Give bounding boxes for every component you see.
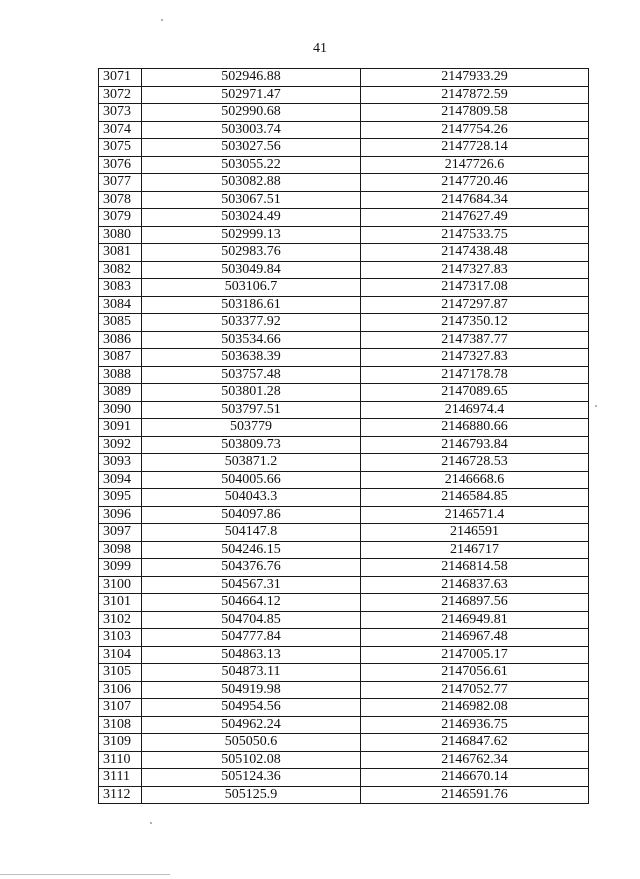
point-id-cell: 3100 xyxy=(99,576,142,594)
table-row xyxy=(99,594,589,612)
point-id-cell: 3085 xyxy=(99,314,142,332)
point-id-cell: 3098 xyxy=(99,541,142,559)
x-coordinate-cell: 503377.92 xyxy=(142,314,361,332)
x-coordinate-cell: 505124.36 xyxy=(142,769,361,787)
table-row xyxy=(99,664,589,682)
scan-edge-line xyxy=(0,874,170,875)
point-id-cell: 3077 xyxy=(99,174,142,192)
table-row xyxy=(99,734,589,752)
x-coordinate-cell: 503067.51 xyxy=(142,191,361,209)
y-coordinate-cell: 2147726.6 xyxy=(361,156,589,174)
point-id-cell: 3110 xyxy=(99,751,142,769)
y-coordinate-cell: 2147809.58 xyxy=(361,104,589,122)
coordinates-table xyxy=(98,68,589,804)
point-id-cell: 3075 xyxy=(99,139,142,157)
table-row xyxy=(99,629,589,647)
point-id-cell: 3088 xyxy=(99,366,142,384)
point-id-cell: 3108 xyxy=(99,716,142,734)
x-coordinate-cell: 504919.98 xyxy=(142,681,361,699)
point-id-cell: 3102 xyxy=(99,611,142,629)
y-coordinate-cell: 2147438.48 xyxy=(361,244,589,262)
x-coordinate-cell: 503779 xyxy=(142,419,361,437)
y-coordinate-cell: 2146880.66 xyxy=(361,419,589,437)
point-id-cell: 3101 xyxy=(99,594,142,612)
point-id-cell: 3078 xyxy=(99,191,142,209)
coordinates-table-body xyxy=(99,69,589,804)
scan-speck xyxy=(595,405,597,407)
table-row xyxy=(99,471,589,489)
y-coordinate-cell: 2147317.08 xyxy=(361,279,589,297)
point-id-cell: 3081 xyxy=(99,244,142,262)
x-coordinate-cell: 504005.66 xyxy=(142,471,361,489)
point-id-cell: 3096 xyxy=(99,506,142,524)
scan-speck xyxy=(161,19,163,21)
point-id-cell: 3084 xyxy=(99,296,142,314)
y-coordinate-cell: 2147327.83 xyxy=(361,349,589,367)
y-coordinate-cell: 2146837.63 xyxy=(361,576,589,594)
point-id-cell: 3094 xyxy=(99,471,142,489)
y-coordinate-cell: 2147178.78 xyxy=(361,366,589,384)
table-row xyxy=(99,139,589,157)
table-row xyxy=(99,331,589,349)
y-coordinate-cell: 2146591.76 xyxy=(361,786,589,804)
y-coordinate-cell: 2147933.29 xyxy=(361,69,589,87)
x-coordinate-cell: 504954.56 xyxy=(142,699,361,717)
table-row xyxy=(99,699,589,717)
point-id-cell: 3106 xyxy=(99,681,142,699)
y-coordinate-cell: 2146762.34 xyxy=(361,751,589,769)
table-row xyxy=(99,384,589,402)
point-id-cell: 3089 xyxy=(99,384,142,402)
y-coordinate-cell: 2147684.34 xyxy=(361,191,589,209)
y-coordinate-cell: 2146897.56 xyxy=(361,594,589,612)
x-coordinate-cell: 503871.2 xyxy=(142,454,361,472)
table-row xyxy=(99,156,589,174)
x-coordinate-cell: 504873.11 xyxy=(142,664,361,682)
point-id-cell: 3111 xyxy=(99,769,142,787)
point-id-cell: 3072 xyxy=(99,86,142,104)
x-coordinate-cell: 503049.84 xyxy=(142,261,361,279)
y-coordinate-cell: 2146591 xyxy=(361,524,589,542)
x-coordinate-cell: 504567.31 xyxy=(142,576,361,594)
point-id-cell: 3090 xyxy=(99,401,142,419)
y-coordinate-cell: 2146967.48 xyxy=(361,629,589,647)
x-coordinate-cell: 504246.15 xyxy=(142,541,361,559)
x-coordinate-cell: 502946.88 xyxy=(142,69,361,87)
table-row xyxy=(99,349,589,367)
y-coordinate-cell: 2147627.49 xyxy=(361,209,589,227)
point-id-cell: 3074 xyxy=(99,121,142,139)
table-row xyxy=(99,244,589,262)
x-coordinate-cell: 502983.76 xyxy=(142,244,361,262)
y-coordinate-cell: 2146793.84 xyxy=(361,436,589,454)
x-coordinate-cell: 503797.51 xyxy=(142,401,361,419)
point-id-cell: 3092 xyxy=(99,436,142,454)
y-coordinate-cell: 2146982.08 xyxy=(361,699,589,717)
table-row xyxy=(99,121,589,139)
table-row xyxy=(99,576,589,594)
x-coordinate-cell: 503055.22 xyxy=(142,156,361,174)
table-row xyxy=(99,314,589,332)
table-row xyxy=(99,681,589,699)
y-coordinate-cell: 2147533.75 xyxy=(361,226,589,244)
x-coordinate-cell: 503106.7 xyxy=(142,279,361,297)
point-id-cell: 3071 xyxy=(99,69,142,87)
x-coordinate-cell: 502971.47 xyxy=(142,86,361,104)
point-id-cell: 3104 xyxy=(99,646,142,664)
table-row xyxy=(99,489,589,507)
x-coordinate-cell: 504777.84 xyxy=(142,629,361,647)
x-coordinate-cell: 505050.6 xyxy=(142,734,361,752)
x-coordinate-cell: 503186.61 xyxy=(142,296,361,314)
y-coordinate-cell: 2147327.83 xyxy=(361,261,589,279)
x-coordinate-cell: 503024.49 xyxy=(142,209,361,227)
x-coordinate-cell: 503003.74 xyxy=(142,121,361,139)
y-coordinate-cell: 2146974.4 xyxy=(361,401,589,419)
scan-speck xyxy=(150,822,152,824)
y-coordinate-cell: 2146847.62 xyxy=(361,734,589,752)
point-id-cell: 3107 xyxy=(99,699,142,717)
y-coordinate-cell: 2147005.17 xyxy=(361,646,589,664)
x-coordinate-cell: 504376.76 xyxy=(142,559,361,577)
y-coordinate-cell: 2146571.4 xyxy=(361,506,589,524)
x-coordinate-cell: 504664.12 xyxy=(142,594,361,612)
x-coordinate-cell: 502990.68 xyxy=(142,104,361,122)
y-coordinate-cell: 2147728.14 xyxy=(361,139,589,157)
table-row xyxy=(99,419,589,437)
table-row xyxy=(99,261,589,279)
table-row xyxy=(99,104,589,122)
table-row xyxy=(99,296,589,314)
y-coordinate-cell: 2146584.85 xyxy=(361,489,589,507)
x-coordinate-cell: 505125.9 xyxy=(142,786,361,804)
x-coordinate-cell: 504147.8 xyxy=(142,524,361,542)
x-coordinate-cell: 504097.86 xyxy=(142,506,361,524)
y-coordinate-cell: 2147052.77 xyxy=(361,681,589,699)
x-coordinate-cell: 505102.08 xyxy=(142,751,361,769)
y-coordinate-cell: 2146670.14 xyxy=(361,769,589,787)
table-row xyxy=(99,226,589,244)
table-row xyxy=(99,611,589,629)
y-coordinate-cell: 2147056.61 xyxy=(361,664,589,682)
table-row xyxy=(99,69,589,87)
x-coordinate-cell: 503027.56 xyxy=(142,139,361,157)
y-coordinate-cell: 2147089.65 xyxy=(361,384,589,402)
y-coordinate-cell: 2146936.75 xyxy=(361,716,589,734)
table-row xyxy=(99,559,589,577)
y-coordinate-cell: 2147754.26 xyxy=(361,121,589,139)
y-coordinate-cell: 2147350.12 xyxy=(361,314,589,332)
y-coordinate-cell: 2146728.53 xyxy=(361,454,589,472)
x-coordinate-cell: 504962.24 xyxy=(142,716,361,734)
x-coordinate-cell: 504704.85 xyxy=(142,611,361,629)
y-coordinate-cell: 2147297.87 xyxy=(361,296,589,314)
y-coordinate-cell: 2147720.46 xyxy=(361,174,589,192)
point-id-cell: 3112 xyxy=(99,786,142,804)
point-id-cell: 3105 xyxy=(99,664,142,682)
table-row xyxy=(99,436,589,454)
table-row xyxy=(99,454,589,472)
x-coordinate-cell: 504863.13 xyxy=(142,646,361,664)
y-coordinate-cell: 2146668.6 xyxy=(361,471,589,489)
point-id-cell: 3086 xyxy=(99,331,142,349)
table-row xyxy=(99,786,589,804)
table-row xyxy=(99,86,589,104)
table-row xyxy=(99,401,589,419)
table-row xyxy=(99,646,589,664)
x-coordinate-cell: 503757.48 xyxy=(142,366,361,384)
x-coordinate-cell: 503801.28 xyxy=(142,384,361,402)
table-row xyxy=(99,174,589,192)
x-coordinate-cell: 503082.88 xyxy=(142,174,361,192)
point-id-cell: 3097 xyxy=(99,524,142,542)
point-id-cell: 3076 xyxy=(99,156,142,174)
y-coordinate-cell: 2146717 xyxy=(361,541,589,559)
x-coordinate-cell: 503809.73 xyxy=(142,436,361,454)
y-coordinate-cell: 2146949.81 xyxy=(361,611,589,629)
point-id-cell: 3087 xyxy=(99,349,142,367)
point-id-cell: 3083 xyxy=(99,279,142,297)
x-coordinate-cell: 502999.13 xyxy=(142,226,361,244)
point-id-cell: 3082 xyxy=(99,261,142,279)
table-row xyxy=(99,191,589,209)
table-row xyxy=(99,751,589,769)
y-coordinate-cell: 2146814.58 xyxy=(361,559,589,577)
x-coordinate-cell: 503534.66 xyxy=(142,331,361,349)
table-row xyxy=(99,506,589,524)
y-coordinate-cell: 2147387.77 xyxy=(361,331,589,349)
point-id-cell: 3093 xyxy=(99,454,142,472)
table-row xyxy=(99,279,589,297)
table-row xyxy=(99,716,589,734)
table-row xyxy=(99,524,589,542)
point-id-cell: 3073 xyxy=(99,104,142,122)
page-number: 41 xyxy=(313,41,327,56)
point-id-cell: 3079 xyxy=(99,209,142,227)
point-id-cell: 3103 xyxy=(99,629,142,647)
point-id-cell: 3099 xyxy=(99,559,142,577)
point-id-cell: 3080 xyxy=(99,226,142,244)
table-row xyxy=(99,209,589,227)
table-row xyxy=(99,769,589,787)
y-coordinate-cell: 2147872.59 xyxy=(361,86,589,104)
point-id-cell: 3095 xyxy=(99,489,142,507)
x-coordinate-cell: 504043.3 xyxy=(142,489,361,507)
table-row xyxy=(99,366,589,384)
table-row xyxy=(99,541,589,559)
point-id-cell: 3109 xyxy=(99,734,142,752)
x-coordinate-cell: 503638.39 xyxy=(142,349,361,367)
point-id-cell: 3091 xyxy=(99,419,142,437)
